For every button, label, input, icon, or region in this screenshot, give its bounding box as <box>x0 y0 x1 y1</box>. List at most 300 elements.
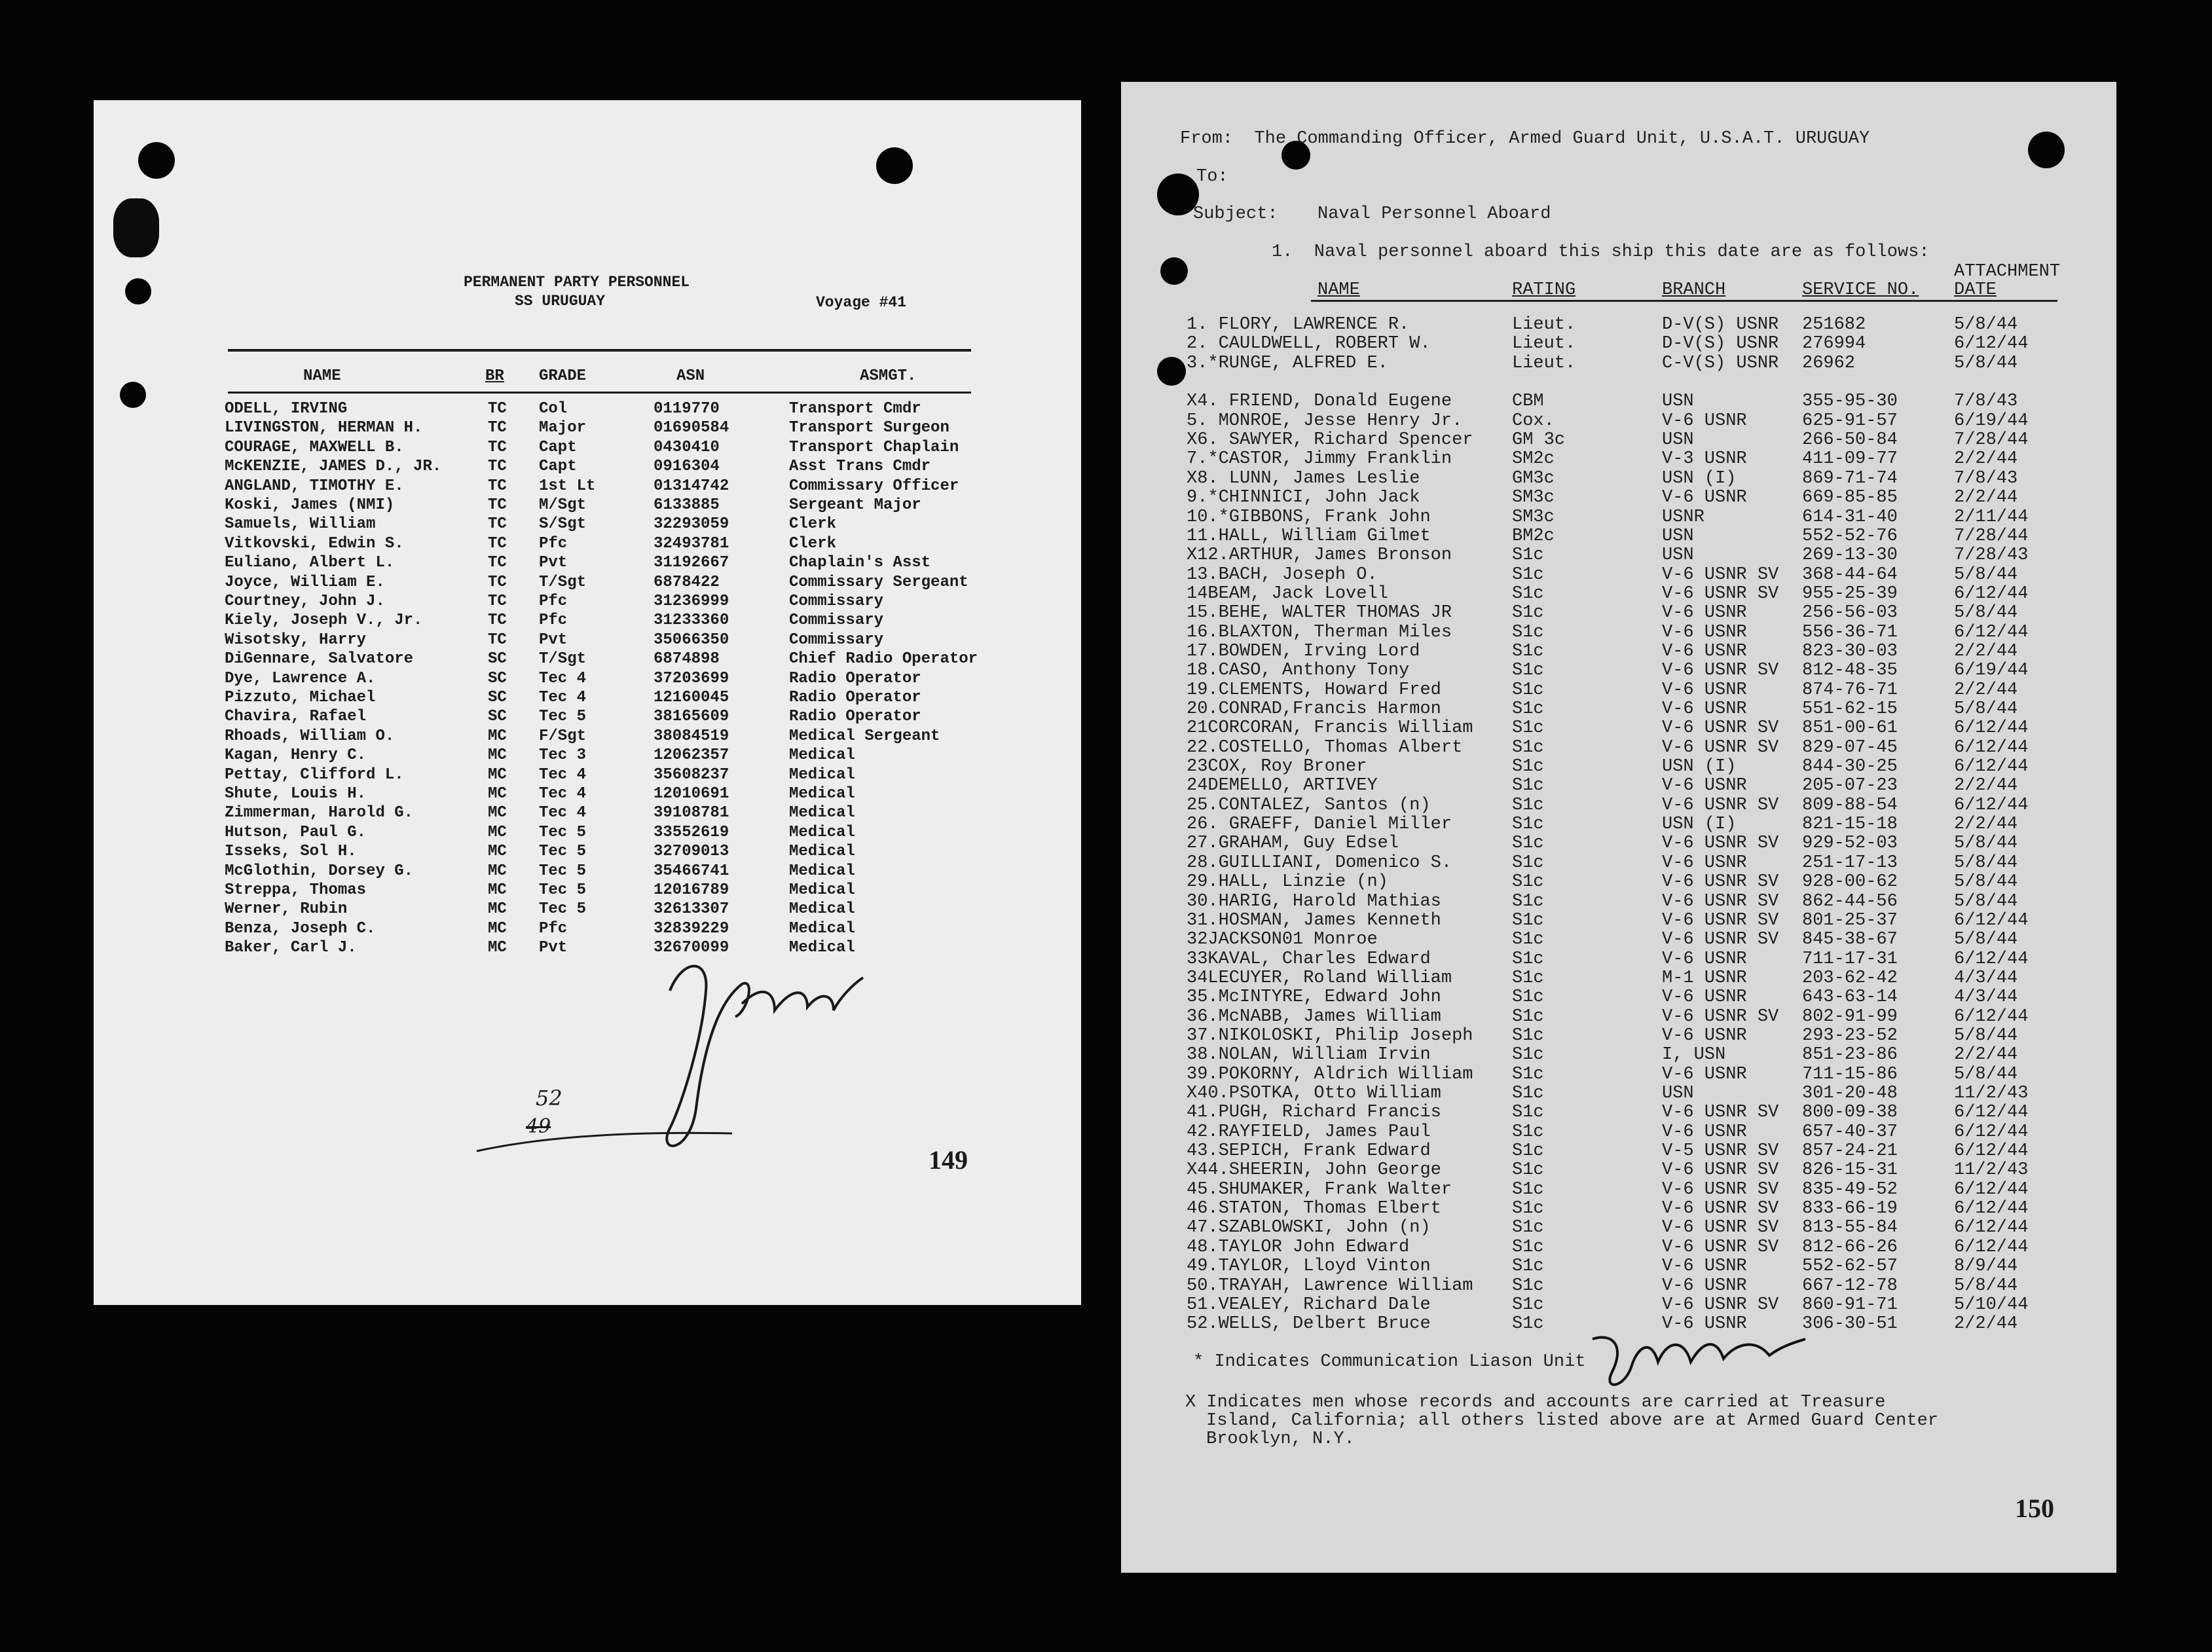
cell-asn: 35066350 <box>654 631 729 649</box>
cell-name: 23COX, Roy Broner <box>1187 757 1367 777</box>
cell-branch: USN (I) <box>1662 757 1737 777</box>
cell-grade: Pfc <box>539 534 568 553</box>
cell-date: 7/28/44 <box>1954 430 2029 450</box>
cell-date: 7/28/43 <box>1954 545 2029 566</box>
cell-asmgt: Commissary <box>789 612 884 630</box>
cell-service: 929-52-03 <box>1802 834 1898 854</box>
cell-name: 1. FLORY, LAWRENCE R. <box>1187 315 1410 335</box>
cell-br: TC <box>488 515 507 534</box>
cell-name: 51.VEALEY, Richard Dale <box>1187 1294 1431 1315</box>
cell-service: 657-40-37 <box>1802 1122 1898 1142</box>
cell-asn: 39108781 <box>654 804 729 822</box>
cell-grade: Tec 5 <box>539 881 587 899</box>
cell-name: 7.*CASTOR, Jimmy Franklin <box>1187 449 1452 469</box>
cell-br: TC <box>488 458 507 476</box>
cell-rating: S1c <box>1512 795 1544 815</box>
cell-rating: Lieut. <box>1512 353 1576 373</box>
cell-rating: S1c <box>1512 1064 1544 1084</box>
cell-date: 2/2/44 <box>1954 1045 2018 1065</box>
cell-name: Vitkovski, Edwin S. <box>225 534 404 553</box>
cell-name: Kiely, Joseph V., Jr. <box>225 612 423 630</box>
cell-rating: S1c <box>1512 680 1544 700</box>
cell-name: 43.SEPICH, Frank Edward <box>1187 1141 1431 1162</box>
cell-date: 6/19/44 <box>1954 661 2029 681</box>
cell-name: X40.PSOTKA, Otto William <box>1187 1084 1441 1103</box>
cell-date: 5/8/44 <box>1954 930 2018 950</box>
cell-service: 411-09-77 <box>1802 449 1898 469</box>
col-header-asmgt: ASMGT. <box>860 367 917 385</box>
cell-branch: V-6 USNR SV <box>1662 737 1779 758</box>
subject-label: Subject: <box>1193 204 1278 224</box>
col-header-attachment: ATTACHMENT <box>1954 262 2061 282</box>
cell-grade: Tec 4 <box>539 669 587 688</box>
cell-asn: 0119770 <box>654 400 720 418</box>
cell-br: TC <box>488 573 507 591</box>
cell-branch: V-6 USNR SV <box>1662 564 1779 585</box>
cell-name: X44.SHEERIN, John George <box>1187 1160 1441 1181</box>
cell-asn: 31192667 <box>654 554 729 572</box>
cell-service: 711-15-86 <box>1802 1064 1898 1084</box>
cell-grade: M/Sgt <box>539 496 587 514</box>
cell-date: 2/2/44 <box>1954 488 2018 508</box>
cell-branch: USNR <box>1662 507 1705 527</box>
cell-branch: V-6 USNR <box>1662 603 1747 623</box>
cell-asn: 12016789 <box>654 881 729 899</box>
cell-date: 5/8/44 <box>1954 872 2018 892</box>
cell-rating: BM2c <box>1512 526 1555 546</box>
punch-hole <box>138 142 175 179</box>
cell-branch: V-6 USNR <box>1662 411 1747 431</box>
cell-rating: S1c <box>1512 1257 1544 1277</box>
cell-name: 48.TAYLOR John Edward <box>1187 1237 1410 1257</box>
cell-date: 6/12/44 <box>1954 757 2029 777</box>
cell-date: 6/12/44 <box>1954 334 2029 354</box>
cell-name: 45.SHUMAKER, Frank Walter <box>1187 1179 1452 1200</box>
cell-name: Zimmerman, Harold G. <box>225 804 414 822</box>
cell-branch: V-6 USNR SV <box>1662 795 1779 815</box>
cell-branch: V-6 USNR <box>1662 1122 1747 1142</box>
cell-asmgt: Clerk <box>789 534 837 553</box>
cell-date: 6/12/44 <box>1954 1122 2029 1142</box>
cell-asmgt: Commissary <box>789 631 884 649</box>
cell-service: 26962 <box>1802 353 1856 373</box>
cell-name: Pettay, Clifford L. <box>225 765 404 784</box>
cell-name: 34LECUYER, Roland William <box>1187 968 1452 988</box>
cell-branch: V-6 USNR <box>1662 987 1747 1008</box>
cell-name: 27.GRAHAM, Guy Edsel <box>1187 834 1399 854</box>
handwritten-note: 52 <box>536 1086 562 1111</box>
cell-asmgt: Medical <box>789 843 855 861</box>
cell-rating: S1c <box>1512 1314 1544 1334</box>
cell-rating: S1c <box>1512 815 1544 835</box>
cell-br: SC <box>488 669 507 688</box>
cell-rating: S1c <box>1512 641 1544 661</box>
cell-name: 14BEAM, Jack Lovell <box>1187 583 1388 604</box>
cell-rating: GM3c <box>1512 468 1555 488</box>
cell-branch: D-V(S) USNR <box>1662 315 1779 335</box>
cell-name: 18.CASO, Anthony Tony <box>1187 661 1410 681</box>
cell-name: Wisotsky, Harry <box>225 631 367 649</box>
cell-name: 22.COSTELLO, Thomas Albert <box>1187 737 1463 758</box>
cell-service: 829-07-45 <box>1802 737 1898 758</box>
cell-asmgt: Transport Surgeon <box>789 419 949 437</box>
cell-service: 625-91-57 <box>1802 411 1898 431</box>
cell-service: 928-00-62 <box>1802 872 1898 892</box>
cell-rating: S1c <box>1512 564 1544 585</box>
cell-grade: Tec 4 <box>539 765 587 784</box>
cell-branch: M-1 USNR <box>1662 968 1747 988</box>
cell-service: 301-20-48 <box>1802 1084 1898 1103</box>
cell-branch: C-V(S) USNR <box>1662 353 1779 373</box>
cell-name: Joyce, William E. <box>225 573 385 591</box>
col-header-name: NAME <box>303 367 341 385</box>
cell-rating: S1c <box>1512 757 1544 777</box>
punch-hole <box>2028 132 2065 168</box>
cell-br: MC <box>488 843 507 861</box>
cell-service: 833-66-19 <box>1802 1199 1898 1219</box>
cell-grade: Tec 4 <box>539 804 587 822</box>
cell-name: Euliano, Albert L. <box>225 554 395 572</box>
left-document-page <box>94 100 1081 1305</box>
cell-name: 33KAVAL, Charles Edward <box>1187 949 1431 969</box>
cell-name: 30.HARIG, Harold Mathias <box>1187 891 1441 911</box>
cell-date: 5/8/44 <box>1954 315 2018 335</box>
handwritten-note: 49 <box>526 1115 551 1138</box>
cell-grade: Col <box>539 400 568 418</box>
cell-br: SC <box>488 689 507 707</box>
cell-name: 19.CLEMENTS, Howard Fred <box>1187 680 1441 700</box>
cell-grade: Pfc <box>539 612 568 630</box>
cell-branch: V-6 USNR <box>1662 622 1747 642</box>
cell-br: SC <box>488 650 507 669</box>
cell-asn: 33552619 <box>654 823 729 841</box>
cell-service: 667-12-78 <box>1802 1276 1898 1296</box>
cell-asmgt: Transport Chaplain <box>789 438 959 456</box>
footnote-x-line1: X Indicates men whose records and accounts are carried at Treasure <box>1185 1393 1886 1412</box>
footnote-x-line2: Island, California; all others listed above are at Armed Guard Center <box>1206 1411 1938 1431</box>
cell-branch: USN <box>1662 430 1694 450</box>
cell-branch: V-6 USNR SV <box>1662 1103 1779 1123</box>
cell-branch: USN <box>1662 526 1694 546</box>
header-underline <box>228 392 971 394</box>
cell-service: 869-71-74 <box>1802 468 1898 488</box>
cell-name: Benza, Joseph C. <box>225 919 376 938</box>
cell-grade: Tec 5 <box>539 900 587 919</box>
ship-name: SS URUGUAY <box>515 293 606 310</box>
cell-br: MC <box>488 919 507 938</box>
cell-name: 46.STATON, Thomas Elbert <box>1187 1199 1441 1219</box>
cell-rating: S1c <box>1512 661 1544 681</box>
cell-rating: S1c <box>1512 949 1544 969</box>
cell-rating: S1c <box>1512 603 1544 623</box>
punch-hole <box>125 278 151 304</box>
cell-rating: S1c <box>1512 834 1544 854</box>
cell-name: 11.HALL, William Gilmet <box>1187 526 1431 546</box>
cell-service: 669-85-85 <box>1802 488 1898 508</box>
cell-br: TC <box>488 477 507 495</box>
cell-name: 20.CONRAD,Francis Harmon <box>1187 699 1441 719</box>
cell-rating: CBM <box>1512 392 1544 412</box>
cell-asn: 32709013 <box>654 843 729 861</box>
cell-service: 205-07-23 <box>1802 776 1898 796</box>
cell-branch: V-6 USNR SV <box>1662 1006 1779 1027</box>
cell-asn: 35466741 <box>654 862 729 880</box>
cell-name: 25.CONTALEZ, Santos (n) <box>1187 795 1431 815</box>
cell-branch: V-6 USNR SV <box>1662 1160 1779 1181</box>
cell-br: MC <box>488 785 507 803</box>
cell-name: 38.NOLAN, William Irvin <box>1187 1045 1431 1065</box>
cell-branch: V-6 USNR <box>1662 776 1747 796</box>
cell-asmgt: Radio Operator <box>789 708 921 726</box>
voyage-number: Voyage #41 <box>816 294 907 311</box>
cell-rating: S1c <box>1512 699 1544 719</box>
cell-date: 6/12/44 <box>1954 1218 2029 1238</box>
cell-service: 552-62-57 <box>1802 1257 1898 1277</box>
cell-grade: Pfc <box>539 593 568 610</box>
cell-rating: S1c <box>1512 1218 1544 1238</box>
cell-br: MC <box>488 765 507 784</box>
cell-asmgt: Clerk <box>789 515 837 534</box>
cell-rating: S1c <box>1512 1199 1544 1219</box>
cell-date: 6/12/44 <box>1954 949 2029 969</box>
cell-asmgt: Asst Trans Cmdr <box>789 458 931 476</box>
cell-rating: S1c <box>1512 910 1544 930</box>
cell-br: MC <box>488 823 507 841</box>
cell-name: 37.NIKOLOSKI, Philip Joseph <box>1187 1025 1473 1046</box>
cell-asn: 01314742 <box>654 477 729 495</box>
cell-asmgt: Radio Operator <box>789 669 921 688</box>
cell-service: 801-25-37 <box>1802 910 1898 930</box>
cell-asmgt: Sergeant Major <box>789 496 921 514</box>
cell-rating: S1c <box>1512 1179 1544 1200</box>
cell-branch: V-6 USNR SV <box>1662 834 1779 854</box>
cell-name: Dye, Lawrence A. <box>225 669 376 688</box>
cell-service: 851-23-86 <box>1802 1045 1898 1065</box>
cell-branch: USN <box>1662 1084 1694 1103</box>
cell-rating: S1c <box>1512 1237 1544 1257</box>
cell-asmgt: Medical <box>789 785 855 803</box>
cell-rating: SM2c <box>1512 449 1555 469</box>
cell-date: 6/12/44 <box>1954 737 2029 758</box>
cell-name: X4. FRIEND, Donald Eugene <box>1187 392 1452 412</box>
cell-asmgt: Commissary Officer <box>789 477 959 495</box>
cell-br: MC <box>488 862 507 880</box>
cell-date: 6/12/44 <box>1954 1237 2029 1257</box>
cell-rating: SM3c <box>1512 488 1555 508</box>
cell-name: COURAGE, MAXWELL B. <box>225 438 404 456</box>
cell-name: Kagan, Henry C. <box>225 746 367 765</box>
cell-asmgt: Medical <box>789 900 855 919</box>
cell-br: TC <box>488 612 507 630</box>
punch-hole <box>120 382 146 408</box>
cell-br: TC <box>488 631 507 649</box>
cell-branch: V-6 USNR SV <box>1662 661 1779 681</box>
col-header-service: SERVICE NO. <box>1802 280 1919 300</box>
cell-br: TC <box>488 554 507 572</box>
cell-date: 2/2/44 <box>1954 449 2018 469</box>
cell-name: Streppa, Thomas <box>225 881 367 899</box>
cell-asn: 6133885 <box>654 496 720 514</box>
cell-name: 21CORCORAN, Francis William <box>1187 718 1473 739</box>
cell-rating: S1c <box>1512 737 1544 758</box>
cell-service: 551-62-15 <box>1802 699 1898 719</box>
col-header-branch: BRANCH <box>1662 280 1726 300</box>
cell-branch: V-6 USNR SV <box>1662 1179 1779 1200</box>
cell-rating: GM 3c <box>1512 430 1566 450</box>
cell-branch: V-3 USNR <box>1662 449 1747 469</box>
cell-grade: T/Sgt <box>539 650 587 669</box>
cell-grade: Tec 5 <box>539 843 587 861</box>
cell-rating: S1c <box>1512 545 1544 566</box>
cell-asn: 12010691 <box>654 785 729 803</box>
cell-name: 26. GRAEFF, Daniel Miller <box>1187 815 1452 835</box>
right-document-page <box>1121 82 2116 1573</box>
cell-asn: 6874898 <box>654 650 720 669</box>
cell-asmgt: Medical <box>789 804 855 822</box>
cell-rating: S1c <box>1512 1294 1544 1315</box>
cell-service: 614-31-40 <box>1802 507 1898 527</box>
cell-rating: S1c <box>1512 930 1544 950</box>
cell-service: 293-23-52 <box>1802 1025 1898 1046</box>
cell-name: Isseks, Sol H. <box>225 843 357 861</box>
cell-branch: V-6 USNR <box>1662 1025 1747 1046</box>
cell-grade: Tec 3 <box>539 746 587 765</box>
cell-rating: S1c <box>1512 1122 1544 1142</box>
cell-date: 5/10/44 <box>1954 1294 2029 1315</box>
cell-branch: V-6 USNR <box>1662 1314 1747 1334</box>
cell-asn: 31236999 <box>654 593 729 610</box>
punch-hole <box>1157 357 1186 386</box>
cell-name: McGlothin, Dorsey G. <box>225 862 414 880</box>
cell-grade: Pfc <box>539 919 568 938</box>
cell-rating: S1c <box>1512 872 1544 892</box>
cell-grade: Pvt <box>539 939 568 957</box>
cell-name: Courtney, John J. <box>225 593 385 610</box>
cell-grade: S/Sgt <box>539 515 587 534</box>
col-header-asn: ASN <box>676 367 705 385</box>
document-title: PERMANENT PARTY PERSONNEL <box>464 274 690 291</box>
cell-br: TC <box>488 419 507 437</box>
from-line: From: The Commanding Officer, Armed Guard Unit, U.S.A.T. URUGUAY <box>1180 129 1870 149</box>
cell-name: Hutson, Paul G. <box>225 823 367 841</box>
cell-name: Pizzuto, Michael <box>225 689 376 707</box>
cell-name: Werner, Rubin <box>225 900 348 919</box>
cell-asn: 37203699 <box>654 669 729 688</box>
cell-name: 31.HOSMAN, James Kenneth <box>1187 910 1441 930</box>
cell-service: 821-15-18 <box>1802 815 1898 835</box>
header-rule <box>1311 300 2057 302</box>
cell-name: ANGLAND, TIMOTHY E. <box>225 477 404 495</box>
cell-date: 6/12/44 <box>1954 622 2029 642</box>
page-number: 150 <box>2015 1494 2054 1523</box>
cell-date: 2/2/44 <box>1954 680 2018 700</box>
cell-asmgt: Chaplain's Asst <box>789 554 931 572</box>
col-header-date: DATE <box>1954 280 1997 300</box>
cell-rating: S1c <box>1512 968 1544 988</box>
cell-name: DiGennare, Salvatore <box>225 650 414 669</box>
cell-service: 269-13-30 <box>1802 545 1898 566</box>
cell-rating: SM3c <box>1512 507 1555 527</box>
cell-branch: D-V(S) USNR <box>1662 334 1779 354</box>
cell-br: TC <box>488 534 507 553</box>
cell-service: 860-91-71 <box>1802 1294 1898 1315</box>
col-header-grade: GRADE <box>539 367 587 385</box>
cell-br: TC <box>488 400 507 418</box>
cell-service: 368-44-64 <box>1802 564 1898 585</box>
cell-name: LIVINGSTON, HERMAN H. <box>225 419 423 437</box>
cell-name: McKENZIE, JAMES D., JR. <box>225 458 442 476</box>
cell-date: 4/3/44 <box>1954 968 2018 988</box>
cell-grade: Pvt <box>539 631 568 649</box>
cell-br: TC <box>488 438 507 456</box>
cell-br: MC <box>488 881 507 899</box>
cell-branch: V-6 USNR SV <box>1662 872 1779 892</box>
cell-rating: S1c <box>1512 1160 1544 1181</box>
cell-date: 6/12/44 <box>1954 1141 2029 1162</box>
cell-name: 36.McNABB, James William <box>1187 1006 1441 1027</box>
cell-service: 203-62-42 <box>1802 968 1898 988</box>
cell-date: 5/8/44 <box>1954 564 2018 585</box>
cell-branch: V-6 USNR SV <box>1662 1237 1779 1257</box>
cell-br: MC <box>488 727 507 745</box>
cell-service: 355-95-30 <box>1802 392 1898 412</box>
paragraph-1: 1. Naval personnel aboard this ship this date are as follows: <box>1272 242 1930 262</box>
cell-asmgt: Medical <box>789 881 855 899</box>
cell-name: ODELL, IRVING <box>225 400 348 418</box>
cell-date: 6/12/44 <box>1954 1006 2029 1027</box>
punch-hole <box>876 147 913 184</box>
cell-name: 29.HALL, Linzie (n) <box>1187 872 1388 892</box>
cell-name: 52.WELLS, Delbert Bruce <box>1187 1314 1431 1334</box>
cell-date: 6/12/44 <box>1954 583 2029 604</box>
cell-branch: V-6 USNR SV <box>1662 891 1779 911</box>
cell-name: Koski, James (NMI) <box>225 496 395 514</box>
cell-service: 266-50-84 <box>1802 430 1898 450</box>
cell-name: 3.*RUNGE, ALFRED E. <box>1187 353 1388 373</box>
cell-branch: V-6 USNR SV <box>1662 583 1779 604</box>
cell-branch: V-6 USNR <box>1662 680 1747 700</box>
cell-service: 812-66-26 <box>1802 1237 1898 1257</box>
cell-date: 2/2/44 <box>1954 641 2018 661</box>
cell-grade: Capt <box>539 458 577 476</box>
cell-br: SC <box>488 708 507 726</box>
cell-branch: V-5 USNR SV <box>1662 1141 1779 1162</box>
cell-br: MC <box>488 804 507 822</box>
cell-service: 823-30-03 <box>1802 641 1898 661</box>
cell-name: Shute, Louis H. <box>225 785 367 803</box>
cell-asn: 12160045 <box>654 689 729 707</box>
cell-date: 2/11/44 <box>1954 507 2029 527</box>
cell-date: 7/28/44 <box>1954 526 2029 546</box>
cell-asmgt: Commissary Sergeant <box>789 573 968 591</box>
cell-date: 5/8/44 <box>1954 603 2018 623</box>
cell-date: 6/12/44 <box>1954 1179 2029 1200</box>
cell-rating: S1c <box>1512 1084 1544 1103</box>
cell-date: 6/12/44 <box>1954 1103 2029 1123</box>
cell-service: 802-91-99 <box>1802 1006 1898 1027</box>
cell-rating: S1c <box>1512 1025 1544 1046</box>
cell-name: 2. CAULDWELL, ROBERT W. <box>1187 334 1431 354</box>
cell-asn: 32493781 <box>654 534 729 553</box>
cell-name: 50.TRAYAH, Lawrence William <box>1187 1276 1473 1296</box>
cell-asmgt: Medical <box>789 919 855 938</box>
cell-br: MC <box>488 746 507 765</box>
cell-asn: 38084519 <box>654 727 729 745</box>
cell-asn: 32839229 <box>654 919 729 938</box>
cell-asn: 31233360 <box>654 612 729 630</box>
cell-br: MC <box>488 900 507 919</box>
pen-stroke <box>473 1122 735 1161</box>
